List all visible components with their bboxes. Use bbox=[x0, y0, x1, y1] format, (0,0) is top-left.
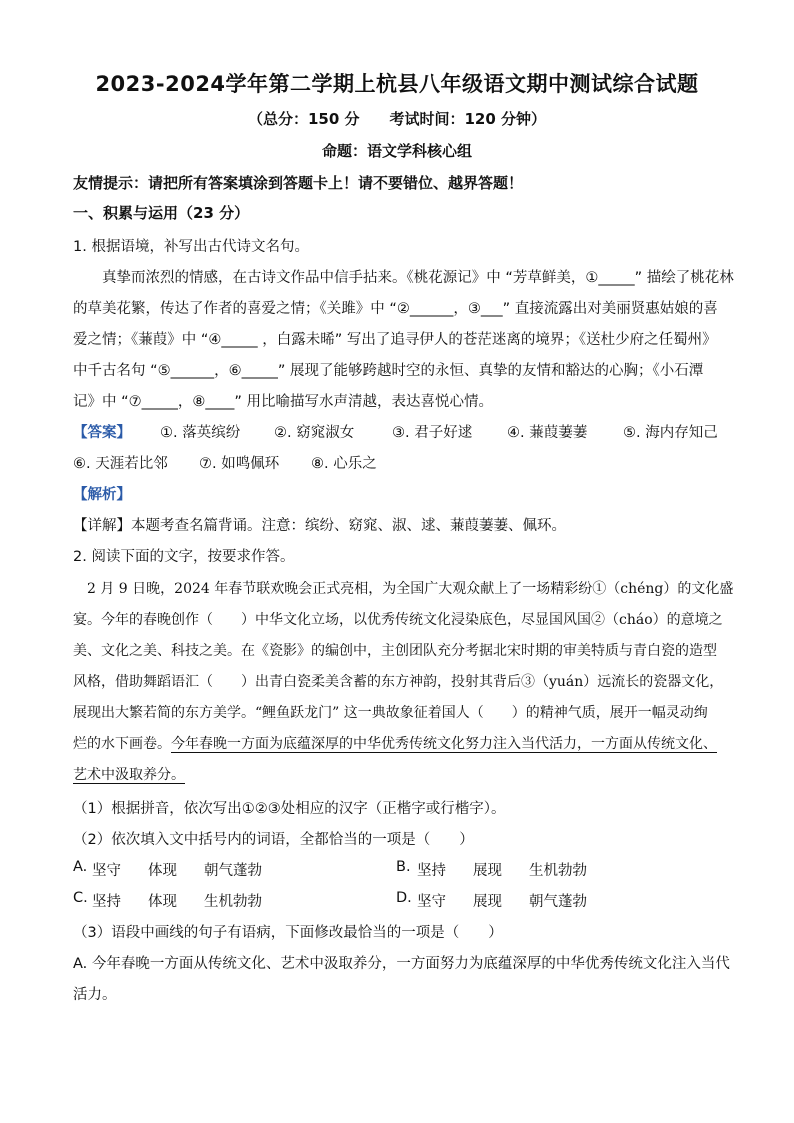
detail-text: 本题考查名篇背诵。注意：缤纷、窈窕、淑、逑、蒹葭萋萋、佩环。 bbox=[131, 518, 566, 534]
option-a-word-2: 体现 bbox=[148, 863, 177, 879]
q1-prompt: 1. 根据语境，补写出古代诗文名句。 bbox=[73, 239, 309, 255]
q2-passage-line-2: 宴。今年的春晚创作（ ）中华文化立场，以优秀传统文化浸染底色，尽显国风国②（cháo）的意境之 bbox=[73, 612, 723, 628]
option-a-key: A. bbox=[73, 859, 88, 875]
detail-line bbox=[73, 514, 566, 535]
analysis-label: 【解析】 bbox=[73, 487, 131, 503]
q2-sub3-option-a-line-1: A. 今年春晚一方面从传统文化、艺术中汲取养分，一方面努力为底蕴深厚的中华优秀传统文化注入当代 bbox=[73, 956, 730, 972]
q2-passage-line-4: 风格，借助舞蹈语汇（ ）出青白瓷柔美含蓄的东方神韵，投射其背后③（yuán）远流长的瓷器文化， bbox=[73, 674, 724, 690]
q2-passage-line-7 bbox=[73, 764, 185, 784]
option-c-word-2: 体现 bbox=[148, 894, 177, 910]
option-a-word-3: 朝气蓬勃 bbox=[204, 863, 262, 879]
passage-text: 烂的水下画卷。 bbox=[73, 736, 171, 752]
q2-prompt: 2. 阅读下面的文字，按要求作答。 bbox=[73, 549, 295, 565]
exam-title: 2023-2024学年第二学期上杭县八年级语文期中测试综合试题 bbox=[95, 72, 699, 96]
q2-sub3-option-a-line-2: 活力。 bbox=[73, 987, 117, 1003]
q1-text-line-1: 真挚而浓烈的情感，在古诗文作品中信手拈来。《桃花源记》中 “芳草鲜美，①_____” 描绘了桃花林 bbox=[73, 270, 734, 286]
q2-sub2: （2）依次填入文中括号内的词语，全都恰当的一项是（ ） bbox=[73, 832, 474, 848]
q1-text-line-2: 的草美花繁，传达了作者的喜爱之情；《关雎》中 “②______，③___” 直接流露出对美丽贤惠姑娘的喜 bbox=[73, 301, 718, 317]
option-b-word-2: 展现 bbox=[473, 863, 502, 879]
q2-sub3: （3）语段中画线的句子有语病，下面修改最恰当的一项是（ ） bbox=[73, 925, 503, 941]
option-d-word-1: 坚守 bbox=[417, 894, 446, 910]
q1-text-line-3: 爱之情；《蒹葭》中 “④_____ ，白露未晞” 写出了追寻伊人的苍茫迷离的境界；《送杜少府之任蜀州》 bbox=[73, 332, 717, 348]
q2-passage-line-5: 展现出大繁若简的东方美学。“鲤鱼跃龙门” 这一典故象征着国人（ ）的精神气质，展开一幅灵动绚 bbox=[73, 705, 708, 721]
option-c-word-1: 坚持 bbox=[92, 894, 121, 910]
option-c-key: C. bbox=[73, 890, 88, 906]
underlined-sentence: 今年春晚一方面为底蕴深厚的中华优秀传统文化努力注入当代活力，一方面从传统文化、 bbox=[171, 736, 717, 752]
option-a-word-1: 坚守 bbox=[92, 863, 121, 879]
q2-passage-line-6 bbox=[73, 733, 717, 753]
detail-label: 【详解】 bbox=[73, 518, 131, 534]
answer-item: ⑤. 海内存知己 bbox=[623, 425, 718, 441]
answer-item: ⑦. 如鸣佩环 bbox=[199, 456, 280, 472]
option-d-key: D. bbox=[396, 890, 412, 906]
answer-item: ①. 落英缤纷 bbox=[160, 425, 241, 441]
option-d-word-3: 朝气蓬勃 bbox=[529, 894, 587, 910]
underlined-sentence-end: 艺术中汲取养分。 bbox=[73, 767, 185, 783]
option-b-word-1: 坚持 bbox=[417, 863, 446, 879]
q2-sub1: （1）根据拼音，依次写出①②③处相应的汉字（正楷字或行楷字）。 bbox=[73, 801, 506, 817]
option-c-word-3: 生机勃勃 bbox=[204, 894, 262, 910]
answer-item: ②. 窈窕淑女 bbox=[274, 425, 355, 441]
answer-item: ④. 蒹葭萋萋 bbox=[507, 425, 588, 441]
answer-item: ⑥. 天涯若比邻 bbox=[73, 456, 168, 472]
answer-item: ⑧. 心乐之 bbox=[311, 456, 377, 472]
q2-passage-line-3: 美、文化之美、科技之美。在《瓷影》的编创中，主创团队充分考据北宋时期的审美特质与青白瓷的造型 bbox=[73, 643, 717, 659]
q2-passage-line-1: 2 月 9 日晚，2024 年春节联欢晚会正式亮相，为全国广大观众献上了一场精彩纷①（chéng）的文化盛 bbox=[73, 581, 734, 597]
answer-item: ③. 君子好逑 bbox=[392, 425, 473, 441]
option-d-word-2: 展现 bbox=[473, 894, 502, 910]
section-heading: 一、积累与运用（23 分） bbox=[73, 204, 250, 222]
q1-text-line-4: 中千古名句 “⑤______，⑥_____” 展现了能够跨越时空的永恒、真挚的友情和豁达的心胸；《小石潭 bbox=[73, 363, 704, 379]
score-time-info: （总分：150 分 考试时间：120 分钟） bbox=[247, 110, 547, 128]
friendly-tip: 友情提示：请把所有答案填涂到答题卡上！请不要错位、越界答题！ bbox=[73, 174, 524, 192]
creator-line: 命题：语文学科核心组 bbox=[321, 142, 472, 160]
answer-label: 【答案】 bbox=[73, 425, 131, 441]
option-b-word-3: 生机勃勃 bbox=[529, 863, 587, 879]
option-b-key: B. bbox=[396, 859, 411, 875]
q1-text-line-5: 记》中 “⑦_____，⑧____” 用比喻描写水声清越，表达喜悦心情。 bbox=[73, 394, 493, 410]
